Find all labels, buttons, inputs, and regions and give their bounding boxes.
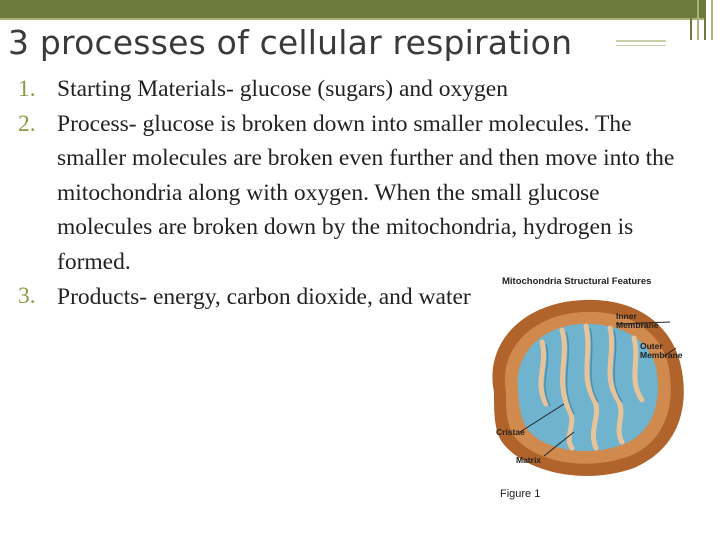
list-number: 1.: [18, 76, 36, 102]
figure-heading: Mitochondria Structural Features: [502, 276, 652, 287]
accent-band: [0, 0, 704, 18]
mitochondria-illustration: [484, 272, 710, 508]
accent-stripe: [704, 0, 706, 40]
accent-stripe: [697, 0, 699, 40]
list-item: [0, 107, 700, 280]
label-inner-membrane: Inner Membrane: [616, 311, 659, 330]
list-number: 2.: [18, 110, 36, 137]
list-item-text: Process- glucose is broken down into smaller molecules. The smaller molecules are broken even further and then move into the mitochondria along with oxygen. When the small glucose molecules are broken down by the mitochondria, hydrogen is formed.: [57, 110, 675, 275]
title-underline: [616, 45, 666, 46]
label-matrix: Matrix: [516, 455, 542, 465]
accent-stripe: [690, 0, 692, 40]
label-outer-membrane: Outer Membrane: [640, 341, 683, 360]
figure-caption: Figure 1: [500, 488, 541, 500]
list-item-text: Products- energy, carbon dioxide, and water: [57, 284, 471, 310]
list-item: [0, 72, 700, 107]
mitochondria-figure: [484, 272, 710, 508]
top-accent-bar: [0, 0, 720, 22]
slide-title: 3 processes of cellular respiration: [8, 23, 573, 62]
accent-stripe: [711, 0, 713, 40]
list-item-text: Starting Materials- glucose (sugars) and oxygen: [57, 76, 508, 102]
title-underline: [616, 40, 666, 42]
label-cristae: Cristae: [496, 427, 525, 437]
list-number: 3.: [18, 283, 36, 309]
